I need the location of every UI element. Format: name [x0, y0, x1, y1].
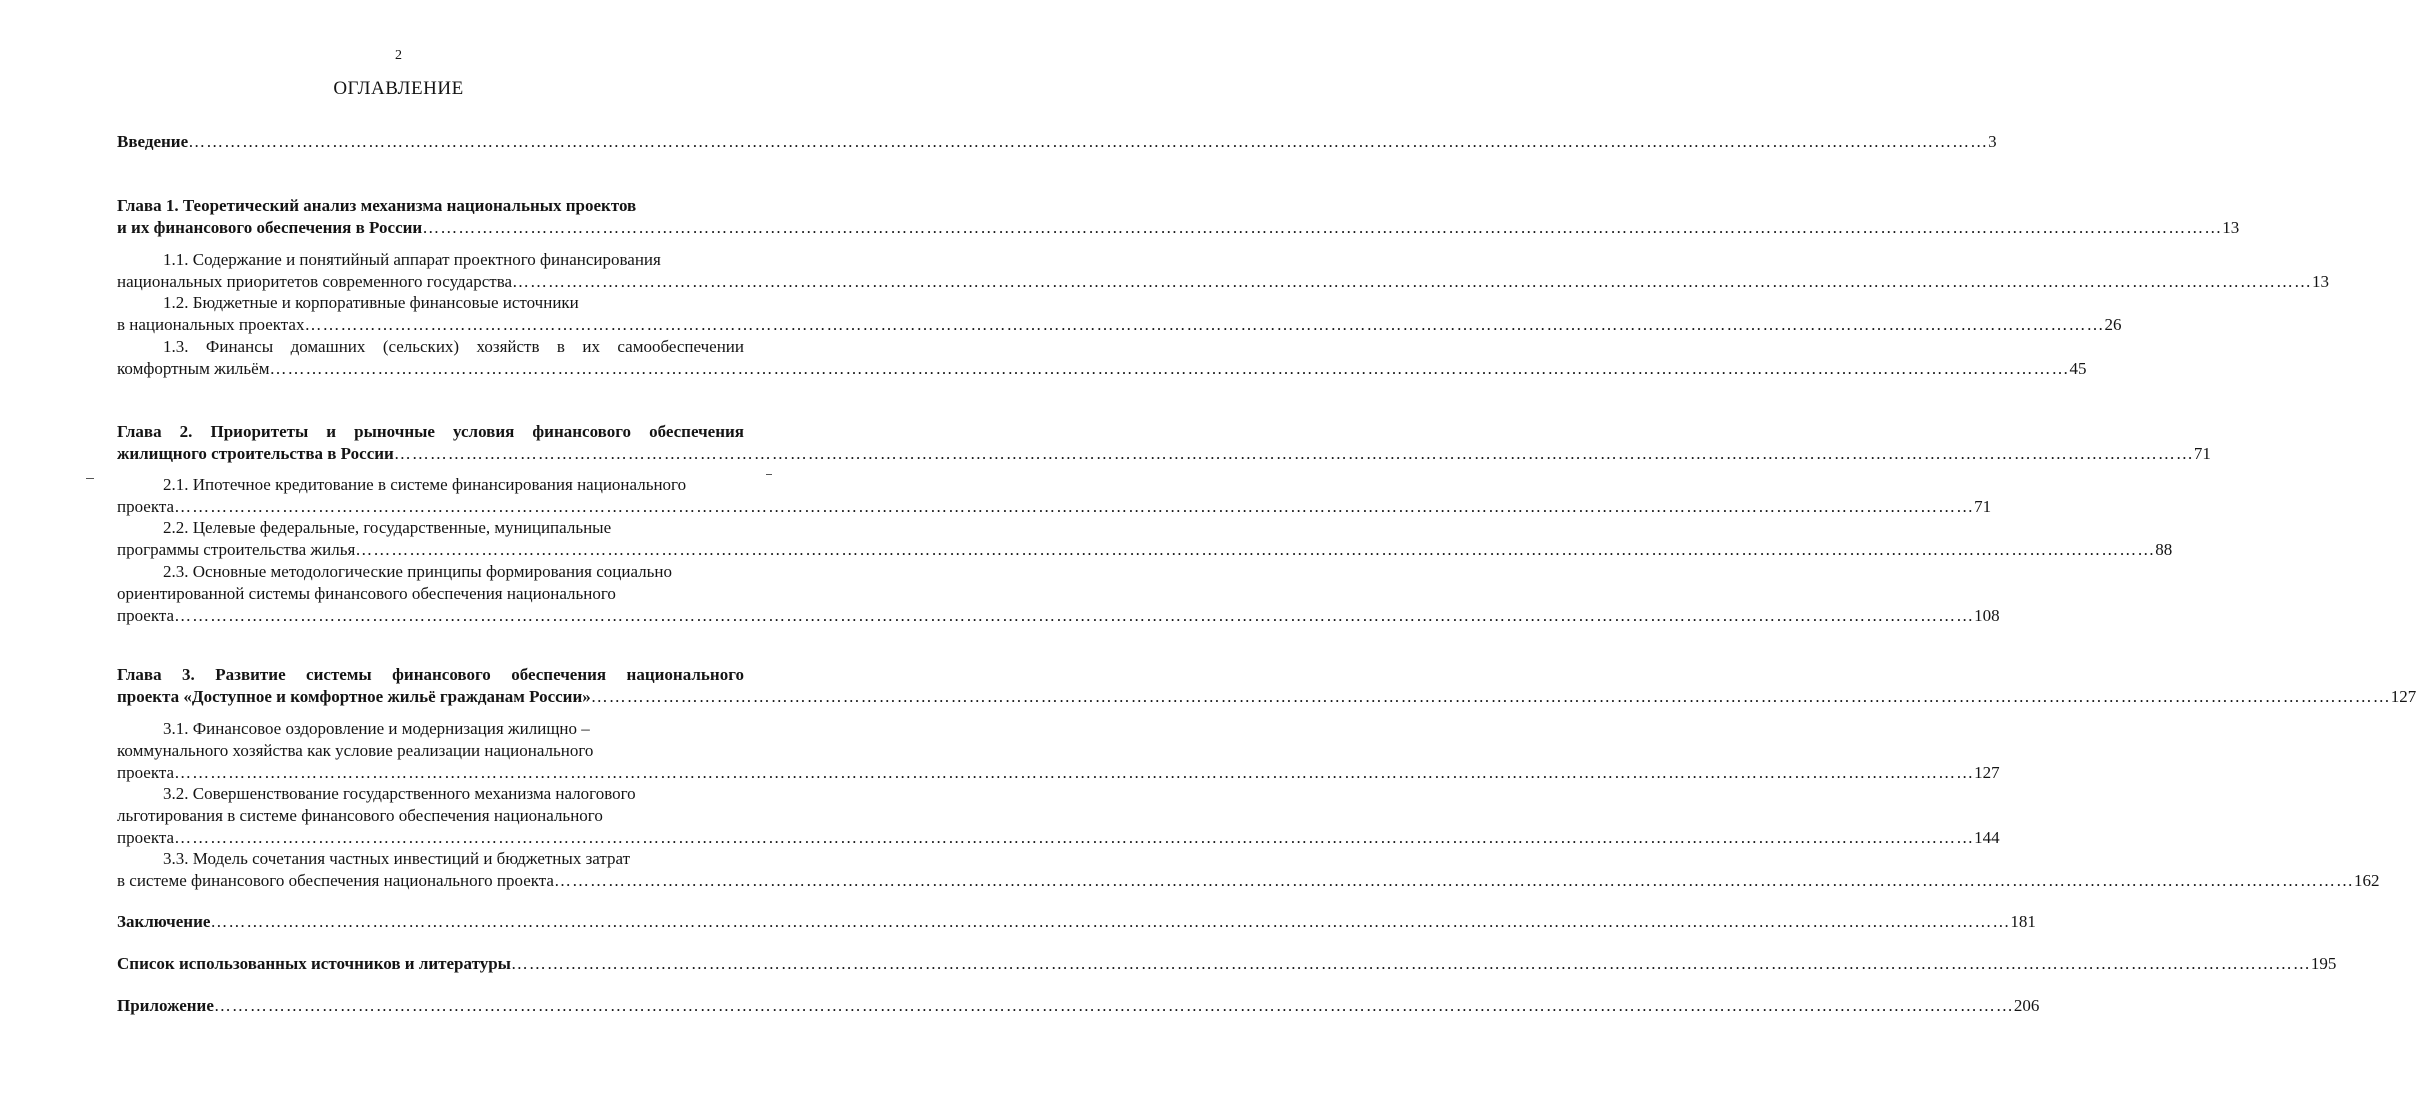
- toc-entry-section-2-1: [117, 496, 1992, 518]
- toc-entry-section-3-3: [117, 870, 2380, 892]
- toc-page: 127: [2390, 687, 2416, 706]
- section-3-2-title: 3.2. Совершенствование государственного механизма налогового: [163, 784, 636, 803]
- section-3-1-title-cont: коммунального хозяйства как условие реализации национального: [117, 741, 594, 760]
- toc-label: Введение: [117, 132, 189, 151]
- toc-label: проекта: [117, 828, 175, 847]
- toc-page: 45: [2069, 359, 2087, 378]
- toc-label: проекта: [117, 606, 175, 625]
- toc-label: и их финансового обеспечения в России: [117, 218, 423, 237]
- toc-page: 144: [1974, 828, 2000, 847]
- page-number: 2: [395, 48, 402, 63]
- chapter-2-title: Глава 2. Приоритеты и рыночные условия финансового обеспечения: [117, 422, 744, 441]
- toc-page: 195: [2310, 954, 2337, 973]
- leader-dots: …………………………………………………………………………………………………………………………………………………………………………………………………………………………………………………………………………: [393, 444, 2194, 463]
- toc-label: Список использованных источников и литературы: [117, 954, 511, 973]
- leader-dots: …………………………………………………………………………………………………………………………………………………………………………………………………………………………………………………………………………: [174, 606, 1975, 625]
- section-1-3-title: 1.3. Финансы домашних (сельских) хозяйств в их самообеспечении: [163, 337, 744, 356]
- toc-label: проекта: [117, 763, 175, 782]
- toc-page: 3: [1988, 132, 1997, 151]
- toc-label: Заключение: [117, 912, 211, 931]
- leader-dots: …………………………………………………………………………………………………………………………………………………………………………………………………………………………………………………………………………: [304, 315, 2105, 334]
- toc-label: национальных приоритетов современного государства: [117, 272, 513, 291]
- toc-label: в национальных проектах: [117, 315, 305, 334]
- toc-entry-conclusion: [117, 911, 2036, 933]
- section-2-3-title-cont: ориентированной системы финансового обеспечения национального: [117, 584, 616, 603]
- section-2-1-title: 2.1. Ипотечное кредитование в системе финансирования национального: [163, 475, 687, 494]
- leader-dots: …………………………………………………………………………………………………………………………………………………………………………………………………………………………………………………………………………: [553, 871, 2354, 890]
- leader-dots: …………………………………………………………………………………………………………………………………………………………………………………………………………………………………………………………………………: [269, 359, 2070, 378]
- toc-entry-section-3-1: [117, 762, 2000, 784]
- leader-dots: …………………………………………………………………………………………………………………………………………………………………………………………………………………………………………………………………………: [174, 763, 1975, 782]
- toc-entry-section-1-1: [117, 271, 2330, 293]
- toc-entry-section-3-2: [117, 827, 2000, 849]
- toc-entry-chapter-2: [117, 443, 2211, 465]
- toc-page: 13: [2312, 272, 2330, 291]
- toc-page: 127: [1974, 763, 2000, 782]
- toc-label: в системе финансового обеспечения национального проекта: [117, 871, 554, 890]
- leader-dots: …………………………………………………………………………………………………………………………………………………………………………………………………………………………………………………………………………: [213, 996, 2014, 1015]
- toc-page: 71: [1974, 497, 1992, 516]
- toc-page: 206: [2013, 996, 2040, 1015]
- section-3-2-title-cont: льготирования в системе финансового обеспечения национального: [117, 806, 603, 825]
- toc-entry-section-1-3: [117, 358, 2087, 380]
- leader-dots: …………………………………………………………………………………………………………………………………………………………………………………………………………………………………………………………………………: [510, 954, 2311, 973]
- toc-page: 13: [2222, 218, 2240, 237]
- leader-dots: …………………………………………………………………………………………………………………………………………………………………………………………………………………………………………………………………………: [590, 687, 2391, 706]
- chapter-3-title: Глава 3. Развитие системы финансового обеспечения национального: [117, 665, 744, 684]
- scan-mark-left: [86, 478, 94, 479]
- leader-dots: …………………………………………………………………………………………………………………………………………………………………………………………………………………………………………………………………………: [355, 540, 2156, 559]
- leader-dots: …………………………………………………………………………………………………………………………………………………………………………………………………………………………………………………………………………: [174, 497, 1975, 516]
- toc-label: жилищного строительства в России: [117, 444, 394, 463]
- toc-page: 26: [2104, 315, 2122, 334]
- toc-entry-section-1-2: [117, 314, 2122, 336]
- toc-page: 71: [2193, 444, 2211, 463]
- toc-entry-chapter-3: [117, 686, 2416, 708]
- toc-entry-section-2-3: [117, 605, 2000, 627]
- toc-label: проекта: [117, 497, 175, 516]
- leader-dots: …………………………………………………………………………………………………………………………………………………………………………………………………………………………………………………………………………: [422, 218, 2223, 237]
- page-title: ОГЛАВЛЕНИЕ: [333, 78, 464, 99]
- toc-entry-section-2-2: [117, 539, 2173, 561]
- toc-page: 108: [1974, 606, 2000, 625]
- toc-entry-references: [117, 953, 2337, 975]
- chapter-1-title: Глава 1. Теоретический анализ механизма национальных проектов: [117, 196, 637, 215]
- section-3-1-title: 3.1. Финансовое оздоровление и модернизация жилищно –: [163, 719, 590, 738]
- toc-page: 88: [2155, 540, 2173, 559]
- scan-mark-right: [766, 474, 772, 475]
- leader-dots: …………………………………………………………………………………………………………………………………………………………………………………………………………………………………………………………………………: [188, 132, 1989, 151]
- toc-entry-appendix: [117, 995, 2040, 1017]
- leader-dots: …………………………………………………………………………………………………………………………………………………………………………………………………………………………………………………………………………: [512, 272, 2313, 291]
- toc-entry-chapter-1: [117, 217, 2240, 239]
- toc-page: 181: [2010, 912, 2036, 931]
- toc-page: 162: [2353, 871, 2380, 890]
- section-3-3-title: 3.3. Модель сочетания частных инвестиций и бюджетных затрат: [163, 849, 631, 868]
- section-2-2-title: 2.2. Целевые федеральные, государственные, муниципальные: [163, 518, 612, 537]
- toc-label: комфортным жильём: [117, 359, 270, 378]
- toc-entry-intro: [117, 131, 1997, 153]
- leader-dots: …………………………………………………………………………………………………………………………………………………………………………………………………………………………………………………………………………: [210, 912, 2011, 931]
- toc-label: программы строительства жилья: [117, 540, 356, 559]
- section-1-1-title: 1.1. Содержание и понятийный аппарат проектного финансирования: [163, 250, 661, 269]
- section-2-3-title: 2.3. Основные методологические принципы формирования социально: [163, 562, 672, 581]
- toc-label: Приложение: [117, 996, 214, 1015]
- section-1-2-title: 1.2. Бюджетные и корпоративные финансовые источники: [163, 293, 579, 312]
- toc-label: проекта «Доступное и комфортное жильё гражданам России»: [117, 687, 591, 706]
- leader-dots: …………………………………………………………………………………………………………………………………………………………………………………………………………………………………………………………………………: [174, 828, 1975, 847]
